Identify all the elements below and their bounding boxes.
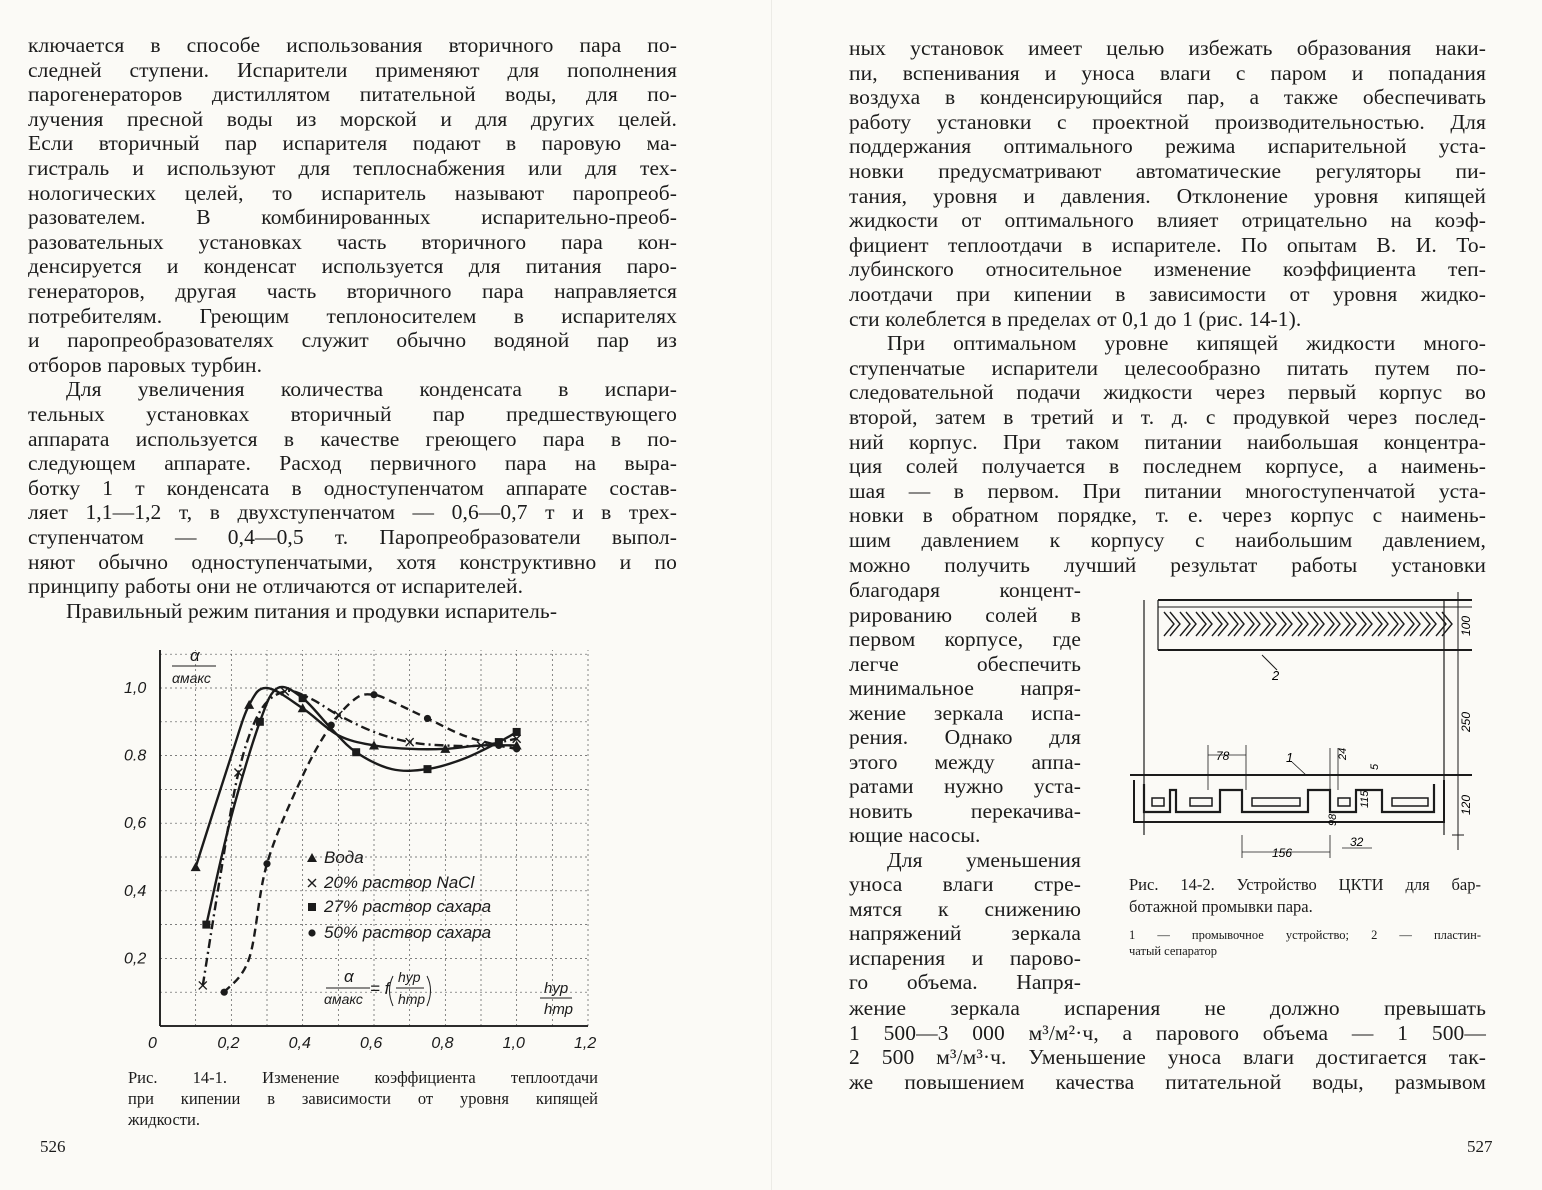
y-tick-label: 0.8 <box>124 747 147 765</box>
text-line: аппарата используется в качестве греющего пара в по- <box>28 426 677 451</box>
dim-78: 78 <box>1216 749 1230 763</box>
text-line-narrow: легче обеспечить <box>849 651 1081 676</box>
series-line-3 <box>224 694 516 992</box>
text-line: тельных установках вторичный пар предшествующего <box>28 402 677 426</box>
text-line: ных установок имеет целью избежать образования наки- <box>849 36 1486 60</box>
text-line: разовательных установках часть вторичного пара кон- <box>28 229 677 254</box>
legend-label: Вода <box>324 848 364 867</box>
separator-block <box>1158 600 1472 650</box>
text-line: Для увеличения количества конденсата в испари- <box>66 377 677 402</box>
hatch-mark <box>1276 612 1292 636</box>
text-line-narrow: рированию солей в <box>849 602 1081 627</box>
text-line: поддержания оптимального режима испарительной уста- <box>849 134 1486 159</box>
y-tick-label: 0,6 <box>124 815 147 833</box>
marker-triangle <box>512 740 522 749</box>
marker-dot <box>424 715 431 722</box>
hatch-mark <box>1212 612 1228 636</box>
series-line-2 <box>206 687 516 925</box>
marker-square <box>495 738 503 746</box>
marker-dot <box>495 742 502 749</box>
text-line: парогенераторов дистиллятом питательной воды, для по- <box>28 82 677 107</box>
marker-cross <box>308 879 316 887</box>
marker-dot <box>328 722 335 729</box>
hatch-mark <box>1388 612 1404 636</box>
page-number-right: 527 <box>1467 1137 1493 1156</box>
text-line-narrow: первом корпусе, где <box>849 627 1081 651</box>
text-line: можно получить лучший результат работы установки <box>849 552 1486 577</box>
text-line-narrow: минимальное напря- <box>849 676 1081 700</box>
text-line: новки предусматривают автоматические регуляторы пи- <box>849 159 1486 183</box>
text-line-narrow: рения. Однако для <box>849 725 1081 749</box>
dim-250: 250 <box>1459 711 1473 732</box>
text-line: шим давлением к корпусу с наибольшим давлением, <box>849 528 1486 552</box>
hatch-mark <box>1180 612 1196 636</box>
y-tick-label: 0,4 <box>124 882 147 900</box>
dim-98: 98 <box>1327 813 1339 826</box>
formula-lhs-den: αмакс <box>324 991 363 1007</box>
text-line-narrow: уноса влаги стре- <box>849 872 1081 896</box>
right-page <box>771 0 1542 1190</box>
text-line: лоотдачи при кипении в зависимости от уровня жидко- <box>849 282 1486 306</box>
x-tick-label: 0,2 <box>217 1035 240 1052</box>
text-line: принципу работы они не отличаются от испарителей. <box>28 574 524 599</box>
marker-triangle <box>307 853 317 862</box>
text-line: воздуха в конденсирующийся пар, а также обеспечивать <box>849 85 1486 110</box>
text-line: пи, вспенивания и уноса влаги с паром и попадания <box>849 60 1486 85</box>
marker-cross <box>199 981 207 989</box>
text-line-narrow: жение зеркала испа- <box>849 700 1081 725</box>
formula-parens <box>390 976 431 1006</box>
hatch-mark <box>1260 612 1276 636</box>
text-line: следовательной подачи жидкости через первый корпус во <box>849 380 1486 405</box>
text-line: денсируется и конденсат используется для питания паро- <box>28 254 677 279</box>
text-line-narrow: напряжений зеркала <box>849 921 1081 945</box>
x-tick-label: 0,8 <box>431 1035 454 1052</box>
formula-lhs-num: α <box>344 967 354 986</box>
text-line: новки в обратном порядке, т. е. через корпус с наимень- <box>849 503 1486 528</box>
formula-rhs: = f <box>370 979 390 998</box>
text-line-narrow: этого между аппа- <box>849 749 1081 774</box>
marker-cross <box>281 687 289 695</box>
text-line: генераторов, другая часть вторичного пара направляется <box>28 279 677 303</box>
marker-cross <box>234 769 242 777</box>
marker-cross <box>334 711 342 719</box>
dim-5: 5 <box>1369 763 1381 770</box>
text-line: ний корпус. При таком питании наибольшая концентра- <box>849 429 1486 454</box>
text-line: же повышением качества питательной воды, размывом <box>849 1069 1486 1094</box>
marker-dot <box>221 989 228 996</box>
hatch-mark <box>1292 612 1308 636</box>
dim-100: 100 <box>1459 615 1473 636</box>
hatch-mark <box>1308 612 1324 636</box>
formula-arg-den: hтр <box>398 991 426 1007</box>
legend-label: 27% раствор сахара <box>324 897 492 916</box>
text-line-narrow: мятся к снижению <box>849 896 1081 921</box>
marker-triangle <box>298 703 308 712</box>
marker-square <box>299 694 307 702</box>
hatch-mark <box>1356 612 1372 636</box>
legend-label: 20% раствор NaCl <box>324 873 475 892</box>
caption-line: при кипении в зависимости от уровня кипящей <box>128 1089 598 1108</box>
text-line-narrow: испарения и парово- <box>849 945 1081 970</box>
text-line-narrow: ющие насосы. <box>849 823 981 847</box>
text-line: 2 500 м³/м³·ч. Уменьшение уноса влаги достигается так- <box>849 1045 1486 1070</box>
text-line: работу установки с проектной производительностью. Для <box>849 109 1486 134</box>
text-line: следующем аппарате. Расход первичного пара на выра- <box>28 451 677 476</box>
origin-label: 0 <box>148 1035 157 1052</box>
hatch-mark <box>1196 612 1212 636</box>
y-label-den: αмакс <box>172 670 211 686</box>
text-line: Если вторичный пар испарителя подают в паровую ма- <box>28 131 677 156</box>
page-number-left: 526 <box>40 1137 66 1156</box>
figure-14-2-diagram <box>772 0 1542 1190</box>
hatch-mark <box>1228 612 1244 636</box>
text-line-narrow: го объема. Напря- <box>849 970 1081 994</box>
marker-dot <box>263 860 270 867</box>
formula-arg-num: hур <box>398 969 421 985</box>
text-line: ступенчатые испарители целесообразно питать путем по- <box>849 355 1486 380</box>
marker-triangle <box>440 744 450 753</box>
marker-square <box>513 728 521 736</box>
text-line: няют обычно одноступенчатыми, хотя конструктивно и по <box>28 549 677 574</box>
text-line: следней ступени. Испарители применяют для пополнения <box>28 57 677 82</box>
x-tick-label: 1,0 <box>502 1035 525 1052</box>
caption-line: Рис. 14-1. Изменение коэффициента теплоотдачи <box>128 1068 598 1087</box>
text-line: и паропреобразователях служит обычно водяной пар из <box>28 328 677 353</box>
text-line: Правильный режим питания и продувки испаритель- <box>66 598 558 623</box>
x-tick-label: 0,6 <box>360 1035 383 1052</box>
text-line: сти колеблется в пределах от 0,1 до 1 (рис. 14-1). <box>849 306 1302 331</box>
hatch-mark <box>1324 612 1340 636</box>
caption-line: Рис. 14-2. Устройство ЦКТИ для бар- <box>1129 875 1481 894</box>
y-tick-label: 1,0 <box>124 680 147 697</box>
marker-triangle <box>244 700 254 709</box>
legend-label: 50% раствор сахара <box>324 923 492 942</box>
marker-dot <box>308 929 315 936</box>
text-line: жидкости от оптимального влияет отрицательно на коэф- <box>849 208 1486 233</box>
text-line: нологических целей, то испаритель называют паропреоб- <box>28 180 677 205</box>
marker-triangle <box>191 862 201 871</box>
x-label-den: hтр <box>544 1001 574 1018</box>
text-line-narrow: Для уменьшения <box>887 847 1081 872</box>
marker-triangle <box>369 740 379 749</box>
text-line-narrow: ратами нужно уста- <box>849 774 1081 798</box>
label-2: 2 <box>1272 668 1280 683</box>
caption-line: жидкости. <box>128 1110 200 1129</box>
text-line: потребителям. Греющим теплоносителем в испарителях <box>28 303 677 328</box>
series-line-1 <box>203 691 517 986</box>
hatch-mark <box>1372 612 1388 636</box>
text-line: При оптимальном уровне кипящей жидкости много- <box>887 331 1486 356</box>
hatch-mark <box>1420 612 1436 636</box>
x-label-num: hур <box>544 980 569 997</box>
x-tick-label: 0,4 <box>288 1035 311 1052</box>
marker-square <box>308 903 316 911</box>
text-line: второй, затем в третий и т. д. с продувкой через послед- <box>849 405 1486 429</box>
text-line: ступенчатом — 0,4—0,5 т. Паропреобразователи выпол- <box>28 525 677 549</box>
text-line-narrow: благодаря концент- <box>849 578 1081 602</box>
marker-square <box>256 718 264 726</box>
marker-square <box>202 921 210 929</box>
dim-32: 32 <box>1350 835 1364 849</box>
x-tick-label: 1,2 <box>574 1035 597 1052</box>
text-line: разователем. В комбинированных испарительно-преоб- <box>28 205 677 230</box>
text-line-narrow: новить перекачива- <box>849 798 1081 823</box>
marker-cross <box>406 738 414 746</box>
marker-square <box>424 765 432 773</box>
dim-24: 24 <box>1337 747 1349 760</box>
dim-156: 156 <box>1272 846 1293 860</box>
text-line: ция солей получается в последнем корпусе, а наимень- <box>849 454 1486 479</box>
text-line: тания, уровня и давления. Отклонение уровня кипящей <box>849 183 1486 208</box>
y-tick-label: 0,2 <box>124 950 147 968</box>
legend-line: 1 — промывочное устройство; 2 — пластин- <box>1129 928 1481 942</box>
hatch-mark <box>1340 612 1356 636</box>
marker-square <box>352 748 360 756</box>
text-line: ляет 1,1—1,2 т, в двухступенчатом — 0,6—0,7 т и в трех- <box>28 500 677 525</box>
label-1: 1 <box>1286 750 1294 765</box>
text-line: гистраль и используют для теплоснабжения или для тех- <box>28 156 677 180</box>
text-line: шая — в первом. При питании многоступенчатой уста- <box>849 478 1486 503</box>
text-line: ботку 1 т конденсата в одноступенчатом аппарате состав- <box>28 475 677 500</box>
series-line-0 <box>196 688 517 867</box>
text-line: фициент теплоотдачи в испарителе. По опытам В. И. То- <box>849 232 1486 257</box>
text-line: 1 500—3 000 м³/м²·ч, а парового объема — 1 500— <box>849 1020 1486 1045</box>
text-line: ключается в способе использования вторичного пара по- <box>28 33 677 57</box>
marker-dot <box>370 691 377 698</box>
hatch-mark <box>1164 612 1180 636</box>
caption-line: ботажной промывки пара. <box>1129 897 1313 916</box>
text-line: лучения пресной воды из морской и для других целей. <box>28 106 677 131</box>
text-line: отборов паровых турбин. <box>28 352 263 377</box>
dim-120: 120 <box>1459 794 1473 815</box>
legend-line: чатый сепаратор <box>1129 944 1217 958</box>
text-line: жение зеркала испарения не должно превышать <box>849 996 1486 1020</box>
marker-cross <box>513 735 521 743</box>
hatch-mark <box>1404 612 1420 636</box>
dim-115: 115 <box>1359 790 1371 808</box>
marker-cross <box>477 741 485 749</box>
marker-dot <box>513 745 520 752</box>
hatch-mark <box>1244 612 1260 636</box>
y-label-num: α <box>190 646 200 665</box>
text-line: лубинского относительное изменение коэффициента теп- <box>849 257 1486 282</box>
